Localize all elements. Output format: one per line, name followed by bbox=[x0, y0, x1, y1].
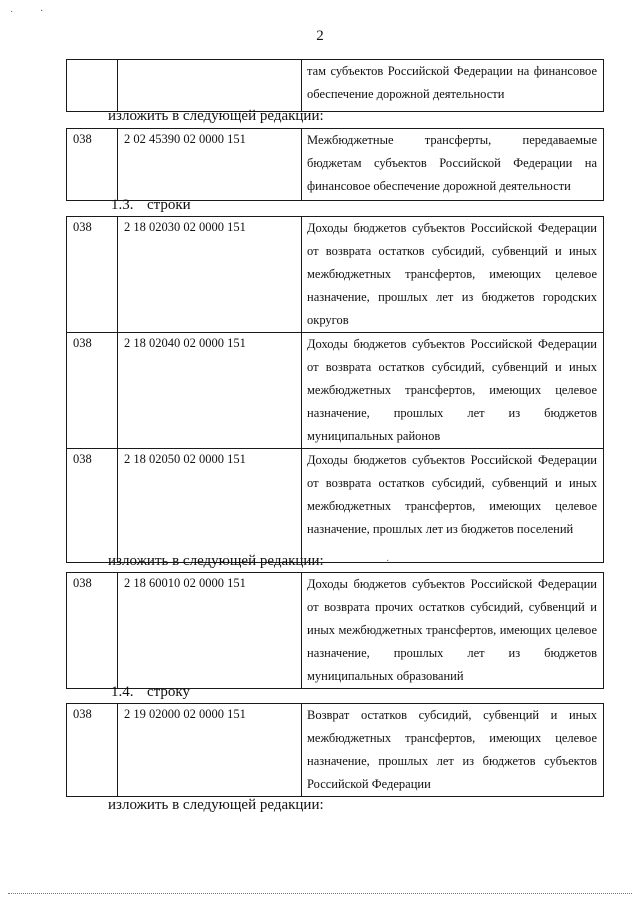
table-row bbox=[67, 573, 604, 689]
cell-admin-code: 038 bbox=[67, 333, 118, 449]
section-number: 1.3. bbox=[111, 197, 134, 213]
cell-admin-code: 038 bbox=[67, 449, 118, 563]
cell-budget-code: 2 18 02040 02 0000 151 bbox=[118, 333, 302, 449]
table-row bbox=[67, 217, 604, 333]
cell-admin-code bbox=[67, 60, 118, 112]
page-number: 2 bbox=[316, 28, 324, 44]
scan-speck: · bbox=[386, 556, 390, 567]
cell-budget-code bbox=[118, 60, 302, 112]
cell-description: Возврат остатков субсидий, субвенций и иных межбюджетных трансфертов, имеющих целевое назначение, прошлых лет из бюджетов субъектов Российской Федерации bbox=[302, 704, 604, 797]
table-row bbox=[67, 333, 604, 449]
section-number: 1.4. bbox=[111, 684, 134, 700]
section-word: строки bbox=[147, 197, 191, 213]
budget-table-new-edition bbox=[66, 128, 604, 201]
cell-budget-code: 2 02 45390 02 0000 151 bbox=[118, 129, 302, 201]
cell-admin-code: 038 bbox=[67, 217, 118, 333]
section-word: строку bbox=[147, 684, 190, 700]
cell-description: Доходы бюджетов субъектов Российской Федерации от возврата остатков субсидий, субвенций и иных межбюджетных трансфертов, имеющих целевое назначение, прошлых лет из бюджетов поселений bbox=[302, 449, 604, 563]
budget-table-rows-to-replace bbox=[66, 216, 604, 563]
cell-admin-code: 038 bbox=[67, 704, 118, 797]
scan-bottom-edge bbox=[8, 893, 632, 894]
cell-budget-code: 2 19 02000 02 0000 151 bbox=[118, 704, 302, 797]
cell-budget-code: 2 18 60010 02 0000 151 bbox=[118, 573, 302, 689]
instruction-replace: изложить в следующей редакции: bbox=[108, 108, 324, 124]
budget-table-new-edition bbox=[66, 572, 604, 689]
cell-budget-code: 2 18 02030 02 0000 151 bbox=[118, 217, 302, 333]
cell-description: Доходы бюджетов субъектов Российской Федерации от возврата прочих остатков субсидий, субвенций и иных межбюджетных трансфертов, имеющих целевое назначение, прошлых лет из бюджетов муниципальных образований bbox=[302, 573, 604, 689]
instruction-replace: изложить в следующей редакции: bbox=[108, 797, 324, 813]
cell-description: Доходы бюджетов субъектов Российской Федерации от возврата остатков субсидий, субвенций и иных межбюджетных трансфертов, имеющих целевое назначение, прошлых лет из бюджетов муниципальных районов bbox=[302, 333, 604, 449]
table-row bbox=[67, 60, 604, 112]
cell-description: Доходы бюджетов субъектов Российской Федерации от возврата остатков субсидий, субвенций и иных межбюджетных трансфертов, имеющих целевое назначение, прошлых лет из бюджетов городских округов bbox=[302, 217, 604, 333]
scan-speck: ˙ bbox=[10, 10, 14, 21]
section-heading-1-3 bbox=[111, 197, 191, 214]
scan-speck: · bbox=[40, 6, 44, 17]
cell-description: там субъектов Российской Федерации на финансовое обеспечение дорожной деятельности bbox=[302, 60, 604, 112]
cell-budget-code: 2 18 02050 02 0000 151 bbox=[118, 449, 302, 563]
budget-table-row-to-replace bbox=[66, 703, 604, 797]
cell-description: Межбюджетные трансферты, передаваемые бюджетам субъектов Российской Федерации на финансовое обеспечение дорожной деятельности bbox=[302, 129, 604, 201]
table-row bbox=[67, 129, 604, 201]
table-row bbox=[67, 704, 604, 797]
cell-admin-code: 038 bbox=[67, 573, 118, 689]
budget-table-continuation bbox=[66, 59, 604, 112]
instruction-replace: изложить в следующей редакции: bbox=[108, 553, 324, 569]
cell-admin-code: 038 bbox=[67, 129, 118, 201]
section-heading-1-4 bbox=[111, 684, 190, 701]
table-row bbox=[67, 449, 604, 563]
